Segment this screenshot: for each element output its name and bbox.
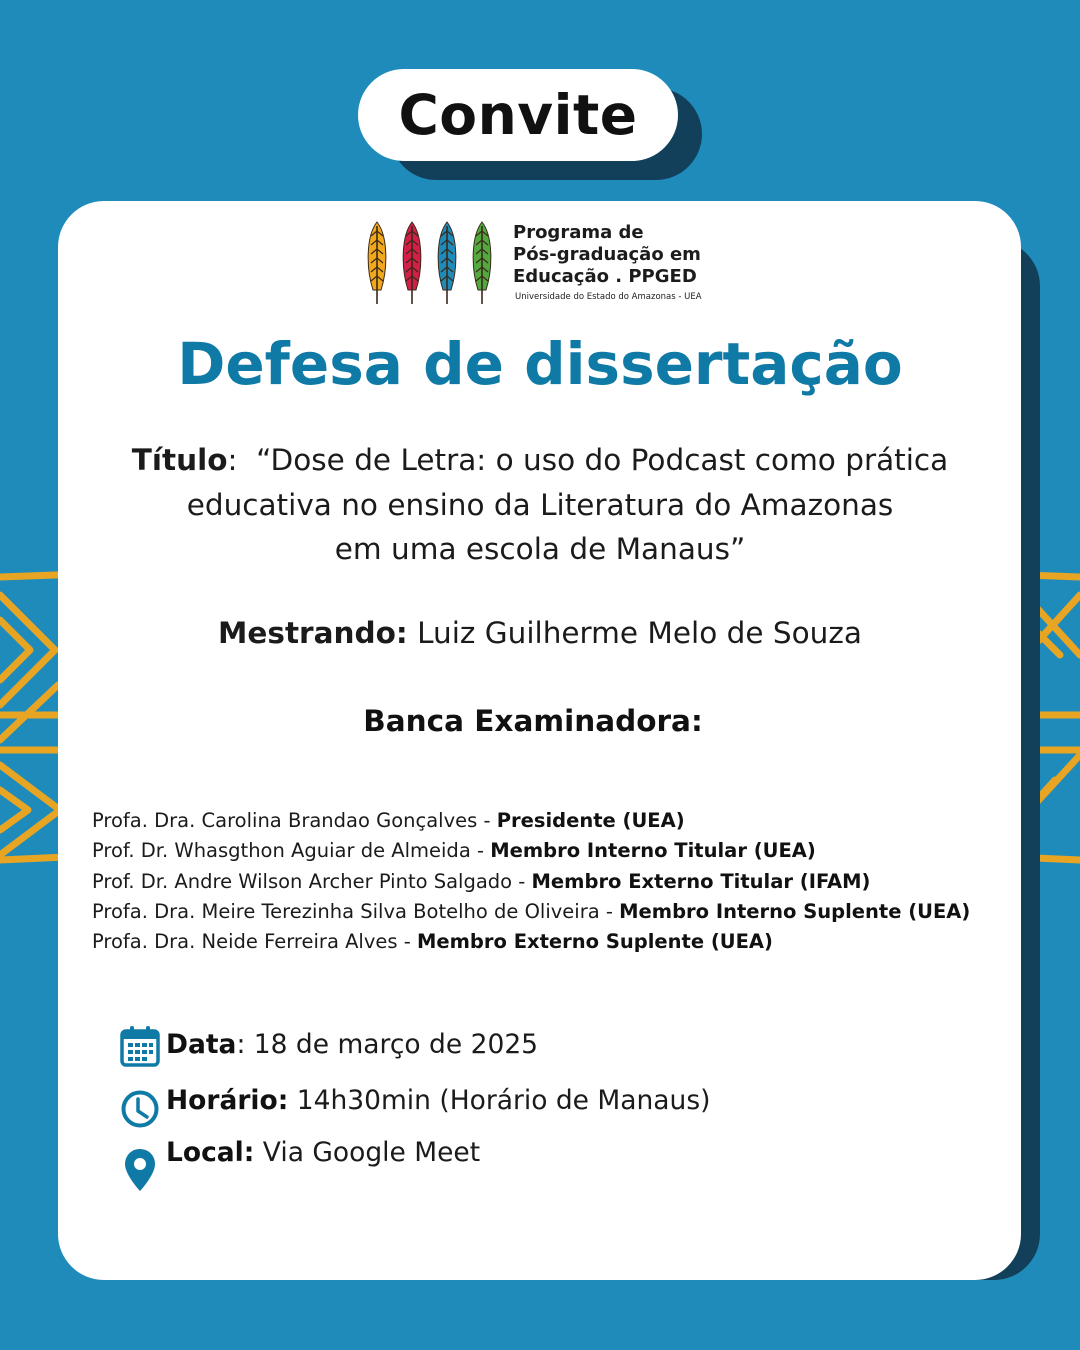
member-role: Membro Interno Suplente (UEA) — [619, 899, 971, 923]
date-label: Data — [166, 1029, 237, 1060]
ppged-logo — [365, 218, 715, 308]
member-role: Presidente (UEA) — [496, 809, 685, 832]
thesis-title-line-2: educativa no ensino da Literatura do Amazonas — [186, 487, 894, 522]
logo-subtitle: Universidade do Estado do Amazonas - UEA — [515, 292, 702, 302]
thesis-title-line-1: Título: “Dose de Letra: o uso do Podcast como prática — [131, 443, 949, 477]
logo-line-2: Pós-graduação em — [513, 244, 701, 265]
location-value: Via Google Meet — [254, 1137, 481, 1168]
feathers-logo-icon — [365, 218, 505, 308]
date-value: : 18 de março de 2025 — [236, 1029, 539, 1060]
member-name: Prof. Dr. Whasgthon Aguiar de Almeida - — [92, 839, 491, 863]
logo-line-1: Programa de — [513, 222, 644, 243]
thesis-title — [100, 438, 980, 572]
thesis-title-text-1: “Dose de Letra: o uso do Podcast como prática — [256, 443, 949, 477]
time-value: 14h30min (Horário de Manaus) — [288, 1085, 711, 1116]
feather-icon — [438, 222, 456, 304]
feather-icon — [368, 222, 386, 304]
feather-icon — [403, 222, 421, 304]
location-label: Local: — [166, 1137, 255, 1168]
member-role: Membro Externo Titular (IFAM) — [531, 869, 871, 893]
thesis-title-line-3: em uma escola de Manaus” — [334, 532, 746, 566]
time-label: Horário: — [166, 1085, 289, 1116]
convite-badge-label: Convite — [398, 83, 638, 147]
committee-member — [92, 897, 970, 927]
logo-line-3: Educação . PPGED — [513, 266, 697, 287]
page-title: Defesa de dissertação — [177, 330, 903, 398]
member-name: Profa. Dra. Carolina Brandao Gonçalves - — [92, 809, 497, 832]
student — [0, 616, 1080, 650]
convite-badge — [358, 69, 678, 161]
feather-icon — [473, 222, 491, 304]
member-role: Membro Externo Suplente (UEA) — [416, 930, 773, 954]
member-name: Profa. Dra. Neide Ferreira Alves - — [92, 930, 417, 954]
date-row — [166, 1029, 538, 1060]
location-pin-icon — [124, 1148, 156, 1192]
committee-member — [92, 867, 970, 897]
member-name: Prof. Dr. Andre Wilson Archer Pinto Salgado - — [92, 869, 532, 893]
logo-text — [513, 222, 701, 288]
student-name: Luiz Guilherme Melo de Souza — [417, 616, 862, 650]
member-role: Membro Interno Titular (UEA) — [490, 839, 816, 863]
calendar-icon — [120, 1025, 160, 1067]
location-row — [166, 1137, 480, 1168]
clock-icon — [120, 1089, 160, 1129]
thesis-title-label: Título — [131, 443, 228, 477]
committee-member — [92, 927, 970, 957]
student-label: Mestrando: — [218, 616, 408, 650]
committee-heading: Banca Examinadora: — [363, 704, 703, 738]
committee-list — [92, 806, 970, 957]
member-name: Profa. Dra. Meire Terezinha Silva Botelho de Oliveira - — [92, 899, 620, 923]
committee-member — [92, 836, 970, 866]
time-row — [166, 1085, 711, 1116]
committee-member — [92, 806, 970, 836]
